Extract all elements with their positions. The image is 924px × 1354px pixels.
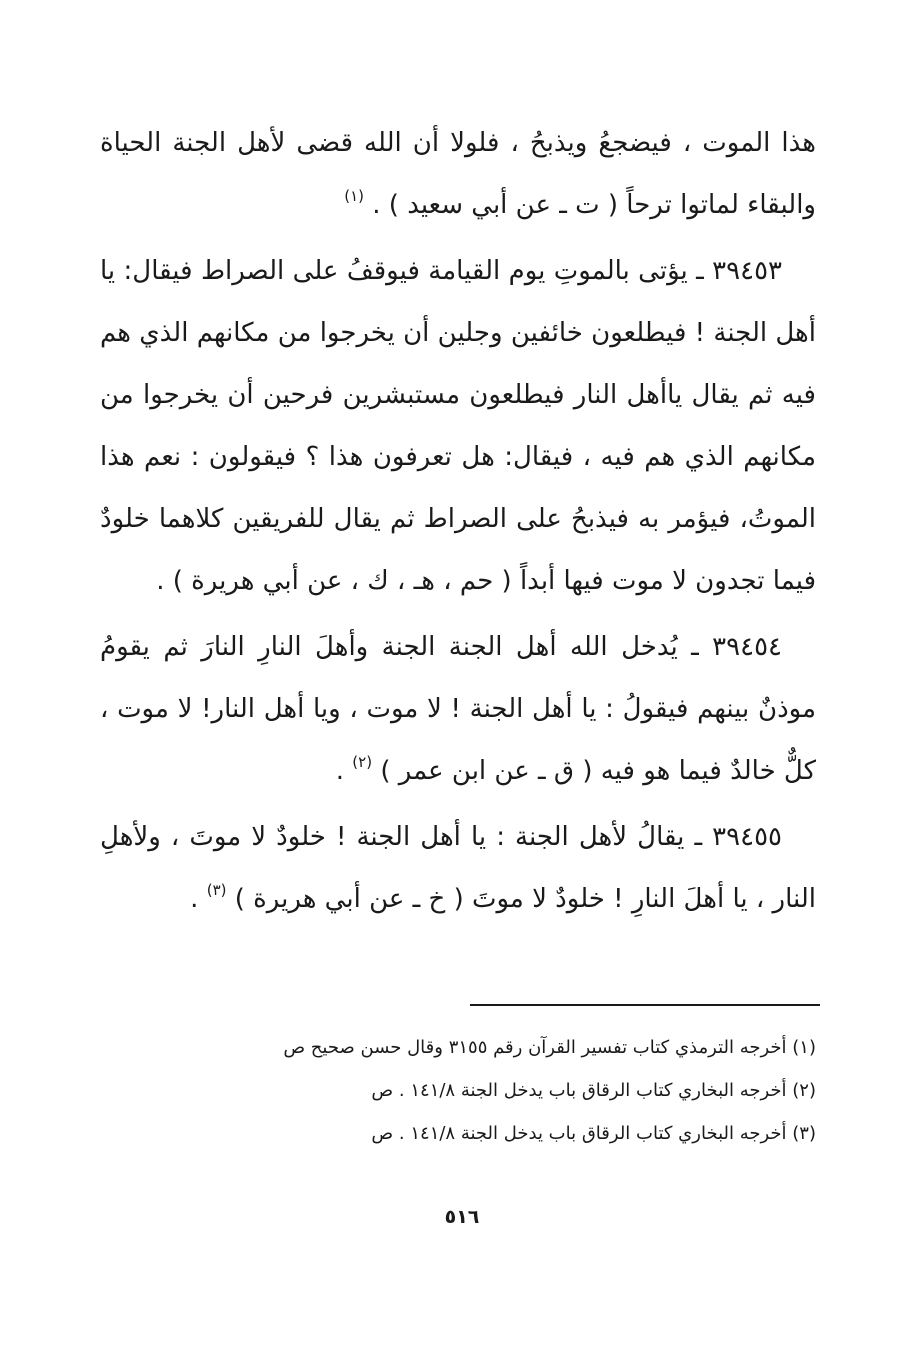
- footnotes: [100, 1026, 816, 1155]
- footnote-2: (٢) أخرجه البخاري كتاب الرقاق باب يدخل الجنة ١٤١/٨ . ص: [371, 1080, 816, 1101]
- footnote-3: (٣) أخرجه البخاري كتاب الرقاق باب يدخل الجنة ١٤١/٨ . ص: [371, 1123, 816, 1144]
- paragraph-continuation: [100, 112, 816, 236]
- hadith-39454: [100, 616, 816, 802]
- hadith-39453: [100, 240, 816, 612]
- hadith-39455: [100, 806, 816, 930]
- footnote-reference: (١): [344, 187, 364, 205]
- footnote-reference: (٣): [206, 881, 227, 899]
- paragraph-text: ٣٩٤٥٤ ـ يُدخل الله أهل الجنة الجنة وأهلَ النارِ النارَ ثم يقومُ موذنٌ بينهم فيقولُ : يا أهل الجنة ! لا موت ، ويا أهل النار! لا موت ، كلٌّ خالدٌ فيما هو فيه ( ق ـ عن ابن عمر ): [100, 632, 816, 786]
- footnote-reference: (٢): [352, 753, 373, 771]
- footnote-divider: [470, 1004, 820, 1006]
- footnote-1: (١) أخرجه الترمذي كتاب تفسير القرآن رقم ٣١٥٥ وقال حسن صحيح ص: [283, 1037, 816, 1058]
- paragraph-text: هذا الموت ، فيضجعُ ويذبحُ ، فلولا أن الله قضى لأهل الجنة الحياة والبقاء لماتوا ترحاً ( ت ـ عن أبي سعيد ) .: [100, 128, 816, 220]
- main-text: [100, 112, 816, 934]
- page-number: ٥١٦: [444, 1206, 480, 1228]
- paragraph-end-mark: .: [335, 756, 345, 786]
- paragraph-text: ٣٩٤٥٥ ـ يقالُ لأهل الجنة : يا أهل الجنة ! خلودٌ لا موتَ ، ولأهلِ النار ، يا أهلَ النارِ ! خلودٌ لا موتَ ( خ ـ عن أبي هريرة ): [100, 822, 816, 914]
- paragraph-text: ٣٩٤٥٣ ـ يؤتى بالموتِ يوم القيامة فيوقفُ على الصراط فيقال: يا أهل الجنة ! فيطلعون خائفين وجلين أن يخرجوا من مكانهم الذي هم فيه ثم يقال ياأهل النار فيطلعون مستبشرين فرحين أن يخرجوا من مكانهم الذي هم فيه ، فيقال: هل تعرفون هذا ؟ فيقولون : نعم هذا الموتُ، فيؤمر به فيذبحُ على الصراط ثم يقال للفريقين كلاهما خلودٌ فيما تجدون لا موت فيها أبداً ( حم ، هـ ، ك ، عن أبي هريرة ) .: [100, 256, 816, 596]
- paragraph-end-mark: .: [190, 884, 199, 914]
